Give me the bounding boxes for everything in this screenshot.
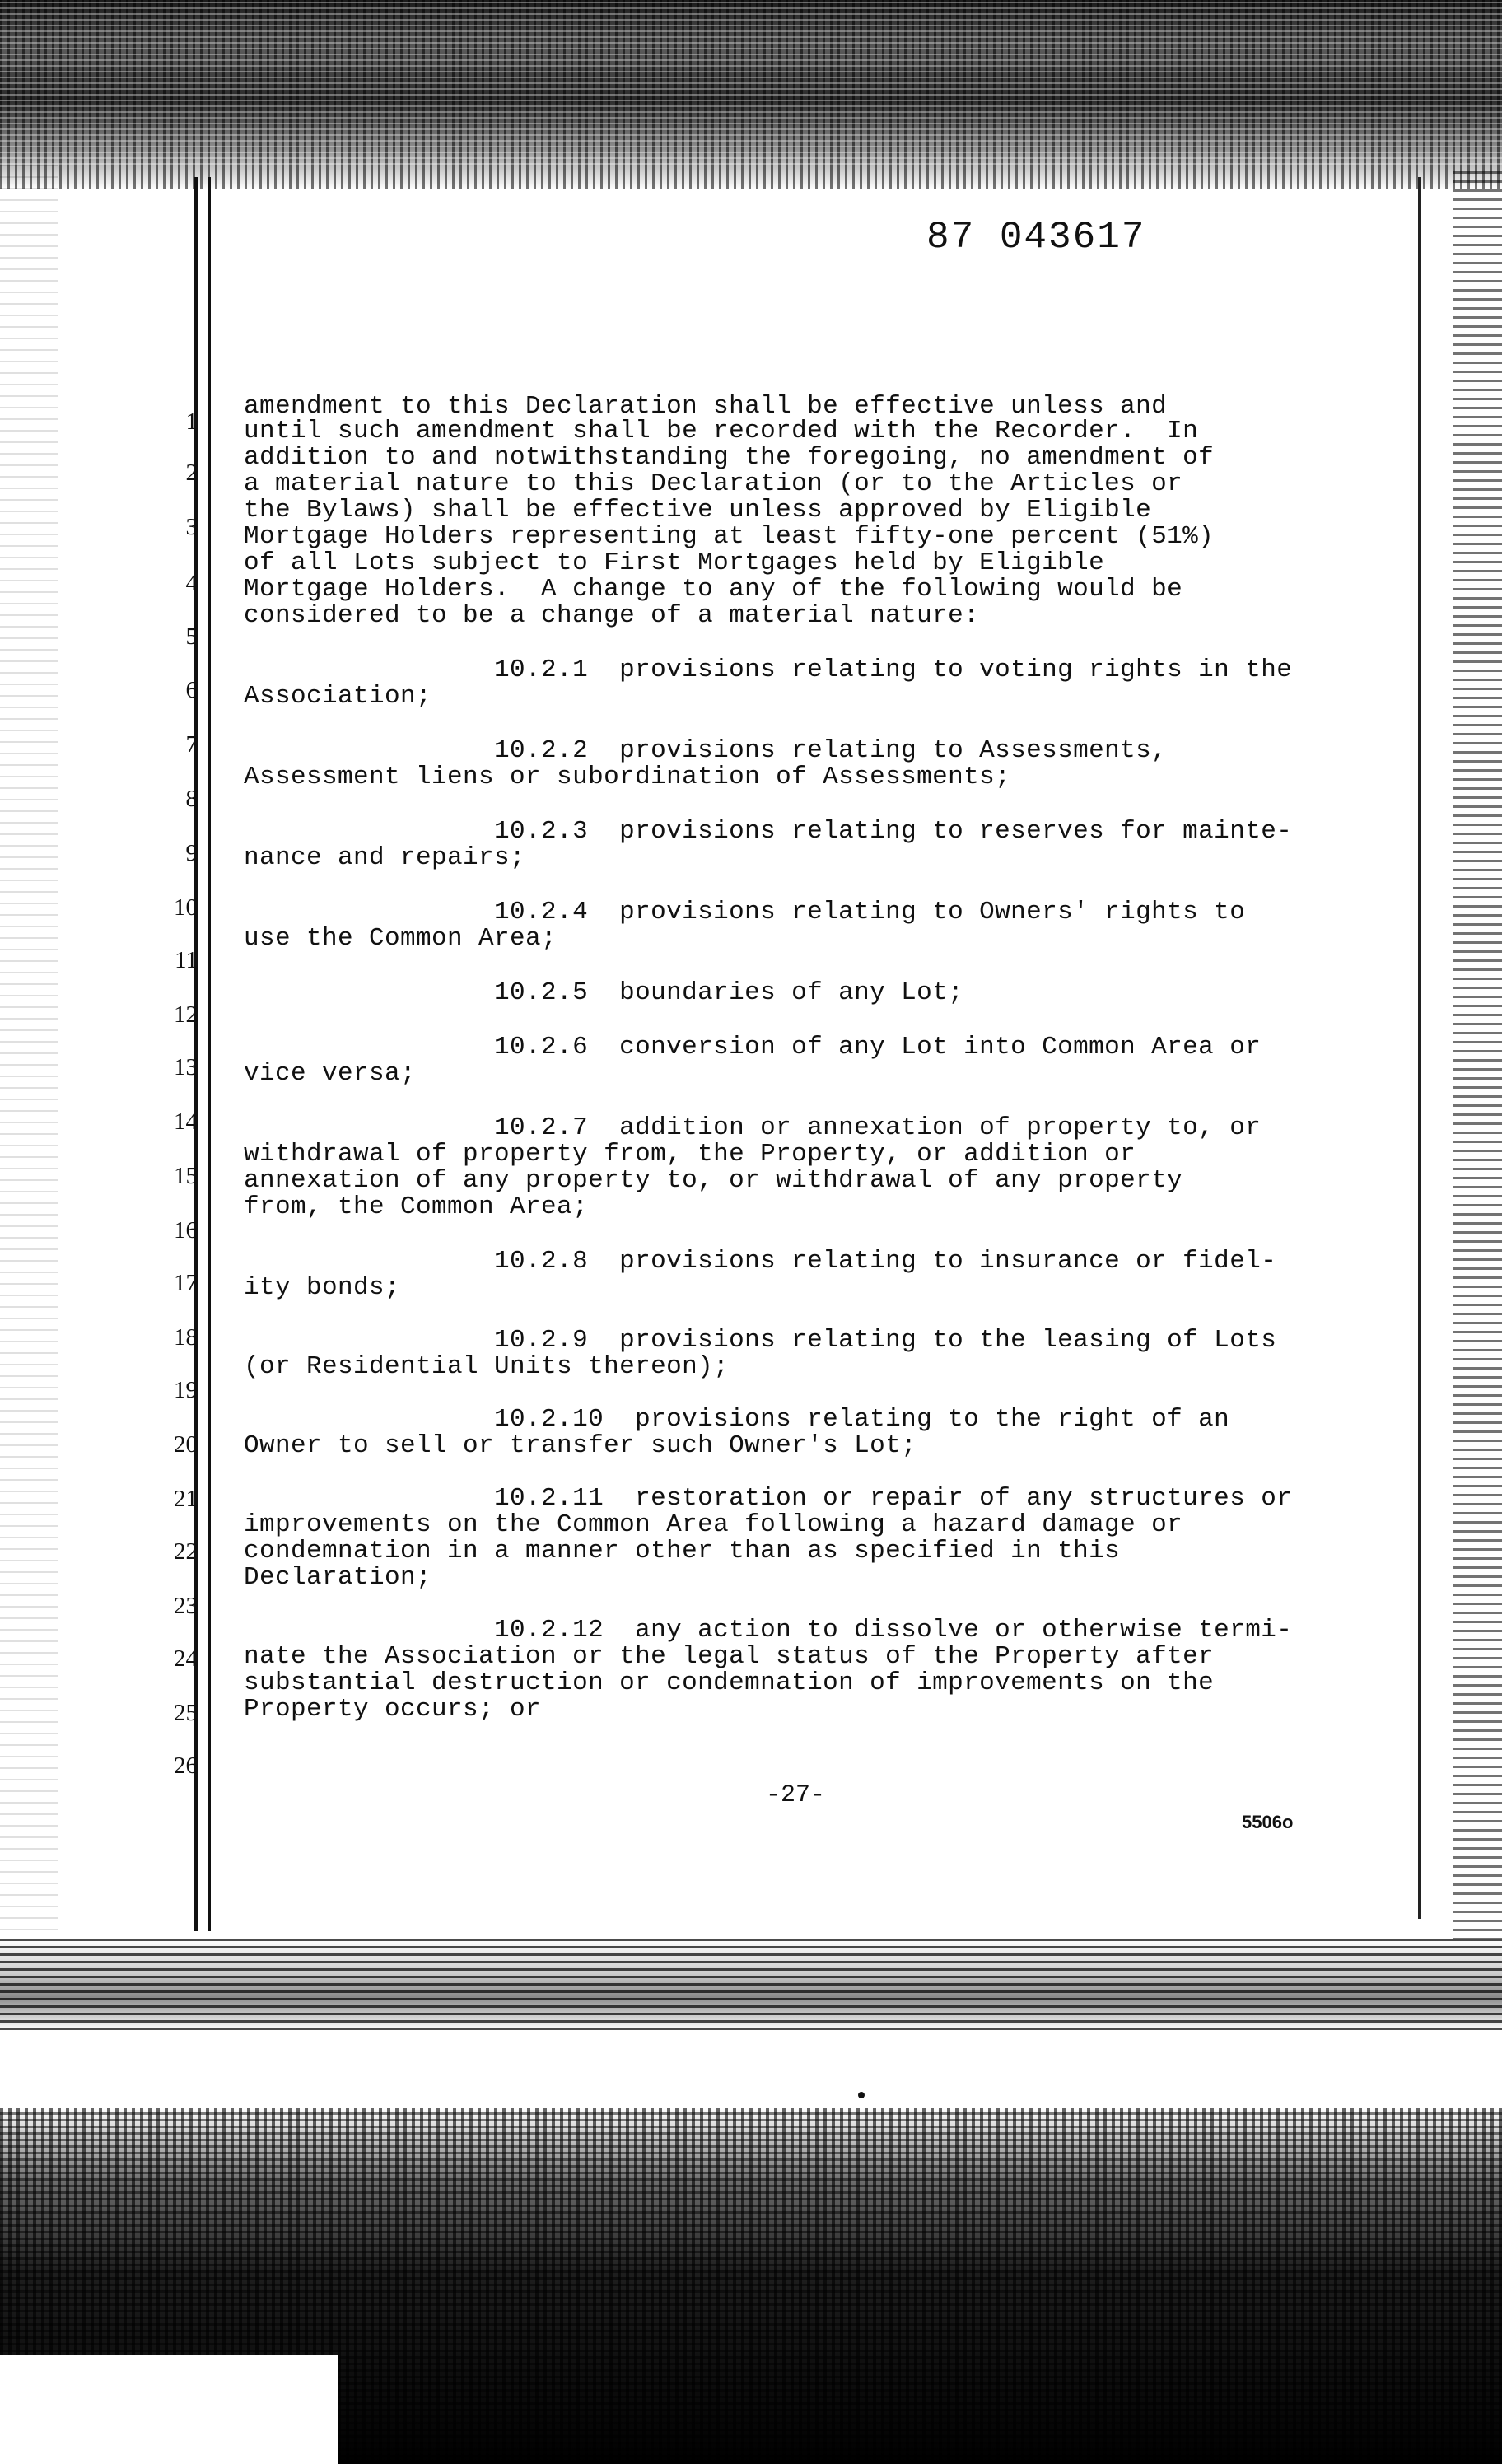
text-line: 10.2.10 provisions relating to the right of an [244,1405,1230,1434]
text-line: withdrawal of property from, the Property, or addition or [244,1140,1136,1169]
line-number: 13 [174,1054,198,1080]
text-line: ity bonds; [244,1273,401,1302]
text-line: 10.2.5 boundaries of any Lot; [244,978,964,1007]
line-number: 12 [174,1001,198,1028]
text-line: substantial destruction or condemnation of improvements on the [244,1668,1215,1697]
line-number: 24 [174,1645,198,1672]
scan-noise-bottom-band [0,1939,1502,2030]
text-line: 10.2.11 restoration or repair of any structures or [244,1484,1293,1513]
margin-rule-right [1418,177,1421,1919]
line-number: 19 [174,1377,198,1403]
text-line: 10.2.12 any action to dissolve or otherwise termi- [244,1616,1293,1645]
line-number: 23 [174,1593,198,1619]
text-line: condemnation in a manner other than as specified in this [244,1537,1121,1566]
line-number: 14 [174,1108,198,1135]
text-line: use the Common Area; [244,924,557,953]
line-number: 8 [185,786,198,812]
text-line: Mortgage Holders. A change to any of the following would be [244,575,1183,604]
text-line: improvements on the Common Area following a hazard damage or [244,1510,1183,1539]
line-number: 25 [174,1700,198,1726]
text-line: Mortgage Holders representing at least fifty-one percent (51%) [244,522,1215,551]
text-line: 10.2.9 provisions relating to the leasing of Lots [244,1326,1277,1355]
text-line: (or Residential Units thereon); [244,1352,730,1381]
text-line: Property occurs; or [244,1695,542,1724]
text-line: the Bylaws) shall be effective unless approved by Eligible [244,496,1152,525]
text-line: from, the Common Area; [244,1192,589,1221]
line-number: 20 [174,1431,198,1458]
scan-speck [858,2092,865,2098]
text-line: Owner to sell or transfer such Owner's Lot; [244,1431,917,1460]
line-number: 7 [185,731,198,758]
text-line: nance and repairs; [244,843,526,872]
page-number: -27- [766,1781,826,1809]
document-number: 87 043617 [926,216,1146,259]
text-line: 10.2.6 conversion of any Lot into Common Area or [244,1033,1262,1062]
text-line: 10.2.8 provisions relating to insurance or fidel- [244,1247,1277,1276]
text-line: nate the Association or the legal status of the Property after [244,1642,1215,1671]
line-number: 6 [185,677,198,703]
text-line: considered to be a change of a material nature: [244,601,980,630]
text-line: 10.2.2 provisions relating to Assessments, [244,736,1168,765]
text-line: 10.2.4 provisions relating to Owners' rights to [244,898,1246,926]
text-line: 10.2.7 addition or annexation of property to, or [244,1113,1262,1142]
line-number: 1 [185,408,198,435]
scan-noise-top-texture [0,0,1502,165]
line-number: 3 [185,514,198,540]
text-line: vice versa; [244,1059,417,1088]
line-number: 2 [185,460,198,486]
line-number: 26 [174,1752,198,1779]
scan-noise-right [1453,165,1502,1976]
line-number: 18 [174,1324,198,1351]
text-line: Declaration; [244,1563,432,1592]
line-number: 21 [174,1486,198,1512]
line-number: 9 [185,840,198,866]
text-line: 10.2.1 provisions relating to voting rights in the [244,656,1293,684]
line-number: 4 [185,570,198,596]
line-number: 22 [174,1538,198,1565]
line-number: 17 [174,1270,198,1296]
footer-code: 5506o [1242,1812,1294,1832]
margin-rule-left-inner [208,177,211,1931]
text-line: Assessment liens or subordination of Assessments; [244,763,1011,791]
text-line: amendment to this Declaration shall be effective unless and [244,392,1168,421]
line-number: 15 [174,1163,198,1189]
line-number: 10 [174,894,198,921]
text-line: annexation of any property to, or withdrawal of any property [244,1166,1183,1195]
line-number: 5 [185,623,198,650]
text-line: of all Lots subject to First Mortgages held by Eligible [244,548,1105,577]
text-line: a material nature to this Declaration (or to the Articles or [244,469,1183,498]
scan-blank-patch [0,2355,338,2464]
line-number: 11 [175,947,198,973]
text-line: 10.2.3 provisions relating to reserves for mainte- [244,817,1293,846]
scan-noise-left [0,165,58,1976]
text-line: Association; [244,682,432,711]
text-line: until such amendment shall be recorded with the Recorder. In [244,417,1199,446]
line-number: 16 [174,1217,198,1244]
text-line: addition to and notwithstanding the foregoing, no amendment of [244,443,1215,472]
